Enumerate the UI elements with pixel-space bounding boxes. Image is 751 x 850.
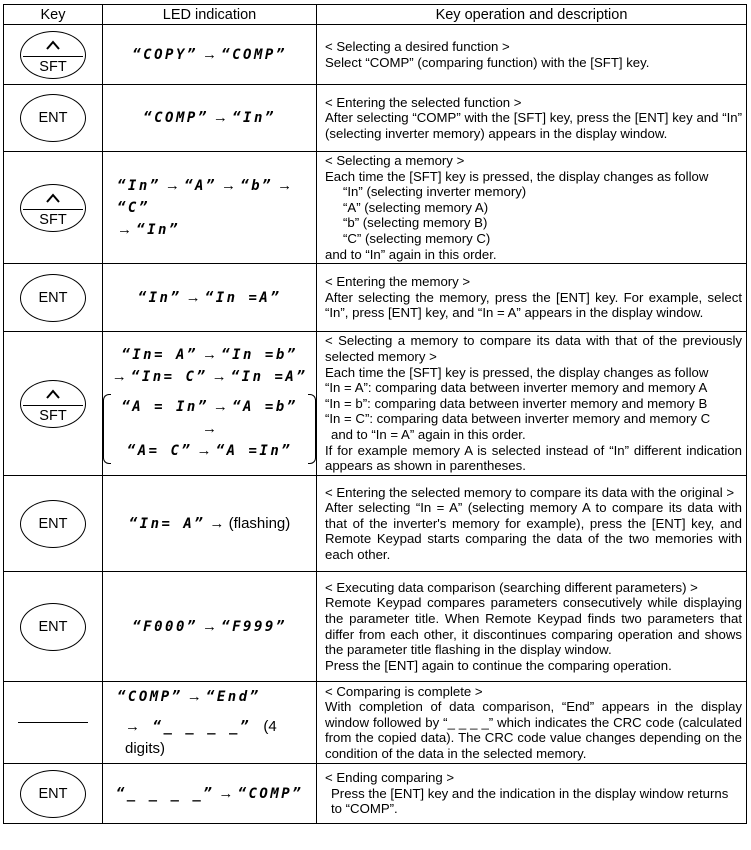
led-line: “COMP” → “In” [143,109,276,126]
led-line: “COPY” → “COMP” [132,45,287,63]
key-operation-table [3,4,747,824]
ent-key-button[interactable] [20,274,86,322]
led-line: “F000” → “F999” [132,617,287,635]
table-row [4,152,747,264]
key-cell [4,152,103,264]
arrow-right-icon: → [212,109,228,126]
desc-text: and to “In = A” again in this order. [331,427,526,443]
desc-text: With completion of data comparison, “End” appears in the display window followed by “_ _ _ _” which indicates the CRC code (calculated from the copied data). The CRC code value changes depending on the condition of the data in the selected memory. [325,699,742,762]
led-line: “A = In” → “A =b” → [121,397,298,437]
arrow-right-icon: → [212,397,228,415]
sft-key-button[interactable] [20,184,86,232]
table-row [4,476,747,572]
key-label: ENT [38,515,68,532]
key-cell [4,572,103,682]
led-line: “A= C” → “A =In” [126,441,293,459]
desc-heading: < Comparing is complete > [325,683,483,699]
sft-key-button[interactable] [20,380,86,428]
ent-key-button[interactable] [20,603,86,651]
desc-text: Select “COMP” (comparing function) with the [SFT] key. [325,54,650,70]
key-cell [4,332,103,476]
table-row [4,332,747,476]
arrow-right-icon: → [202,419,217,437]
no-key-dash [18,722,88,723]
desc-text: Press the [ENT] again to continue the comparing operation. [325,657,672,673]
table-row [4,764,747,824]
arrow-right-icon: → [202,617,217,635]
led-cell [103,85,317,152]
led-cell [103,682,317,764]
led-line: “In” → “A” → “b” → “C” [117,176,293,216]
desc-text: If for example memory A is selected instead of “In” different indication appears as shown in parentheses. [325,442,742,474]
key-cell [4,476,103,572]
arrow-right-icon: → [218,784,234,802]
key-label: SFT [39,58,67,75]
header-row [4,5,747,25]
caret-up-icon [21,191,85,209]
key-cell [4,764,103,824]
table-row [4,85,747,152]
ent-key-button[interactable] [20,770,86,818]
desc-list-item: “A” (selecting memory A) [343,199,489,215]
desc-heading: < Ending comparing > [325,770,455,786]
caret-up-icon [21,38,85,56]
arrow-right-icon: → [125,717,140,735]
arrow-right-icon: → [202,45,217,63]
header-led: LED indication [103,5,317,25]
desc-cell [317,572,747,682]
key-label: ENT [38,785,68,802]
desc-text: After selecting the memory, press the [ENT] key. For example, select “In”, press [ENT] key, and “In = A” appears in the display window. [325,289,742,321]
key-cell [4,25,103,85]
desc-cell [317,152,747,264]
caret-up-icon [21,387,85,405]
desc-cell [317,682,747,764]
desc-cell [317,264,747,332]
desc-heading: < Entering the selected function > [325,94,522,110]
arrow-right-icon: → [111,367,127,385]
desc-text: and to “In” again in this order. [325,246,497,262]
arrow-right-icon: → [185,288,201,306]
desc-list-item: “In = A”: comparing data between inverter memory and memory A [325,380,708,396]
desc-list-item: “In = C”: comparing data between inverter memory and memory C [325,411,711,427]
led-cell [103,332,317,476]
table-row [4,682,747,764]
parenthesized-alternative [103,394,316,464]
desc-heading: < Executing data comparison (searching different parameters) > [325,579,698,595]
desc-heading: < Entering the selected memory to compare its data with the original > [325,484,735,500]
arrow-right-icon: → [202,345,217,363]
led-cell [103,476,317,572]
arrow-right-icon: → [196,441,212,459]
led-line: → “_ _ _ _” (4 digits) [125,717,277,757]
desc-list-item: “b” (selecting memory B) [343,215,488,231]
desc-text: After selecting “In = A” (selecting memory A to compare its data with that of the inverter's memory for example), press the [ENT] key, and Remote Keypad starts comparing the data of the two memories with each other. [325,500,742,563]
led-cell [103,764,317,824]
led-line: “In= A” → (flashing) [128,514,291,532]
arrow-right-icon: → [221,176,237,194]
key-cell [4,682,103,764]
desc-text: Each time the [SFT] key is pressed, the display changes as follow [325,364,709,380]
desc-text: Remote Keypad compares parameters consecutively while displaying the parameter title. When Remote Keypad finds two parameters that differ from each other, it discontinues comparing operation and shows the parameter title flashing in the display window. [325,595,742,658]
desc-cell [317,85,747,152]
desc-text: Press the [ENT] key and the indication in the display window returns to “COMP”. [331,785,729,817]
key-label: ENT [38,110,68,126]
desc-heading: < Selecting a memory > [325,153,465,168]
key-label: SFT [39,211,67,228]
led-line: → “In” [117,220,180,238]
key-cell [4,85,103,152]
led-cell [103,264,317,332]
desc-heading: < Selecting a desired function > [325,38,510,54]
desc-list-item: “In” (selecting inverter memory) [343,184,527,200]
header-desc: Key operation and description [317,5,747,25]
ent-key-button[interactable] [20,500,86,548]
led-cell [103,152,317,264]
arrow-right-icon: → [211,367,227,385]
key-label: ENT [38,618,68,635]
desc-heading: < Entering the memory > [325,274,471,290]
desc-list-item: “In = b”: comparing data between inverter memory and memory B [325,395,708,411]
desc-text: After selecting “COMP” with the [SFT] key, press the [ENT] key and “In” (selecting inverter memory) appears in the display window. [325,110,742,141]
led-line: “In” → “In =A” [137,288,282,306]
table-row [4,25,747,85]
desc-cell [317,476,747,572]
key-label: ENT [38,289,68,306]
led-line: “In= A” → “In =b” [121,345,298,363]
desc-heading: < Selecting a memory to compare its data with that of the previously selected memory > [325,333,742,365]
led-cell [103,572,317,682]
ent-key-button[interactable] [20,94,86,142]
desc-list-item: “C” (selecting memory C) [343,230,491,246]
arrow-right-icon: → [117,220,132,238]
desc-cell [317,764,747,824]
desc-cell [317,332,747,476]
arrow-right-icon: → [186,687,202,705]
led-line: “_ _ _ _” → “COMP” [115,784,304,802]
led-line: “COMP” → “End” [117,687,261,705]
desc-cell [317,25,747,85]
key-cell [4,264,103,332]
sft-key-button[interactable] [20,31,86,79]
arrow-right-icon: → [164,176,180,194]
key-label: SFT [39,407,67,424]
table-row [4,264,747,332]
led-line: → “In= C” → “In =A” [111,367,308,385]
arrow-right-icon: → [277,176,293,194]
led-cell [103,25,317,85]
header-key: Key [4,5,103,25]
table-row [4,572,747,682]
arrow-right-icon: → [209,514,225,532]
desc-text: Each time the [SFT] key is pressed, the display changes as follow [325,168,709,184]
